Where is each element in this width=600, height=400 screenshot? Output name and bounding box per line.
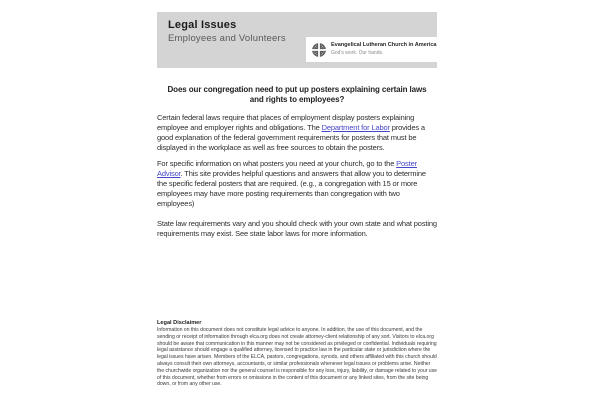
document-page [157,0,437,400]
paragraph-state-law: State law requirements vary and you should check with your own state and what posting requirements may exist. See state labor laws for more information. [157,219,437,238]
paragraph-text: For specific information on what posters you need at your church, go to the [157,159,397,168]
elca-org-name: Evangelical Lutheran Church in America [331,42,437,49]
elca-logo [306,37,438,62]
question-heading: Does our congregation need to put up posters explaining certain laws and rights to employees? [167,85,427,104]
elca-tagline: God's work. Our hands. [331,50,384,57]
department-for-labor-link[interactable]: Department for Labor [321,123,390,132]
paragraph-poster-advisor [157,159,437,209]
paragraph-federal-posters [157,113,437,153]
legal-disclaimer-body: Information on this document does not constitute legal advice to anyone. In addition, the use of this document, and the sending or receipt of information through elca.org does not create attorney-client relationship of any sort. Visitors to elca.org should be aware that communication in this manner may not be considered as privileged or confidential. Individuals requiring legal assistance should engage a qualified attorney, licensed to practice law in the particular state or jurisdiction where the legal issues have arisen. Members of the ELCA, pastors, congregations, synods, and others affiliated with this church should always consult their own attorneys, accountants, or similar professionals whenever legal issues or problems arise. Neither the churchwide organization nor the general counsel is responsible for any loss, injury, liability, or damage related to your use of this document, whether from errors or omissions in the content of this document or any linked sites, from the site being down, or from any other use. [157,327,437,388]
legal-disclaimer-heading: Legal Disclaimer [157,320,202,326]
page-subtitle: Employees and Volunteers [168,33,286,44]
paragraph-text: . This site provides helpful questions and answers that allow you to determine the specific federal posters that are required. (e.g., a congregation with 15 or more employees may have more posting requirements than congregation with two employees) [157,169,426,208]
elca-cross-globe-icon [311,42,327,58]
legal-disclaimer-section [157,320,437,388]
page-title: Legal Issues [168,19,237,31]
paragraph-text: Certain federal laws require that places of employment display posters explaining employee and employer rights and obligations. The [157,113,415,132]
poster-advisor-link[interactable]: Poster Advisor [157,159,417,178]
elca-logo-text [331,42,436,56]
header-banner [157,12,437,68]
paragraph-text: provides a good explanation of the federal government requirements for posters that must be displayed in the workplace as well as free sources to obtain the posters. [157,123,425,152]
